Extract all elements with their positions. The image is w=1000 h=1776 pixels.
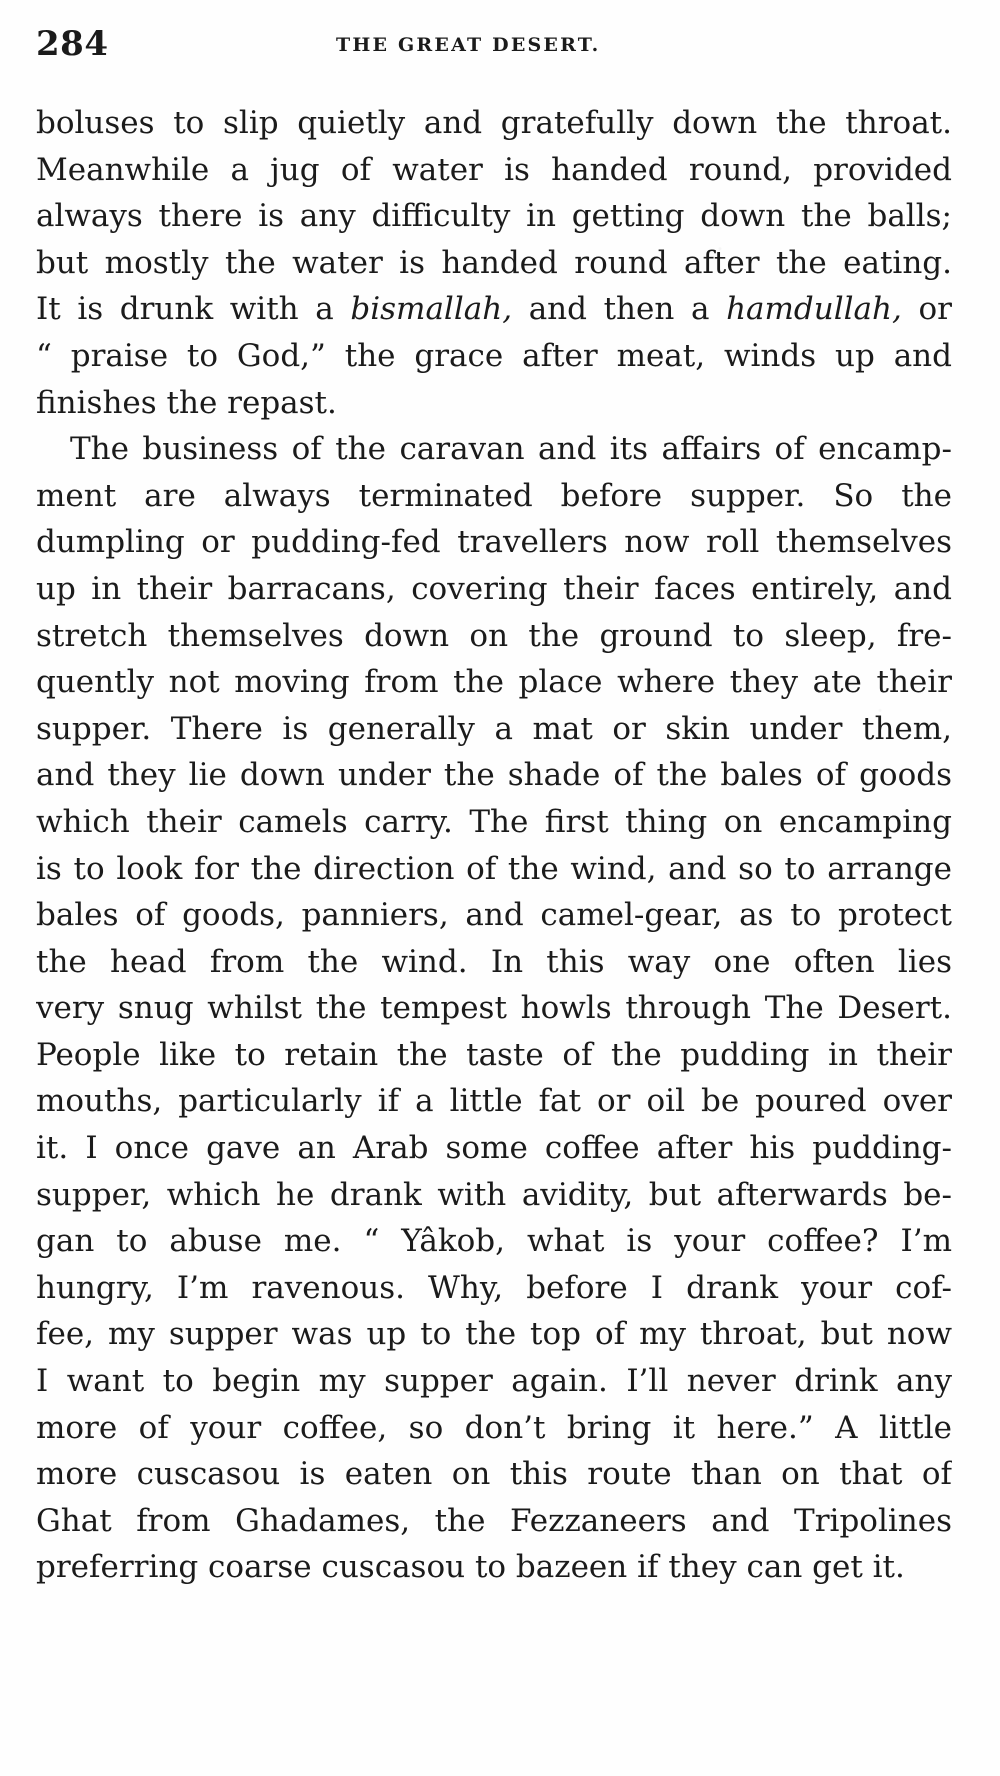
text-line: mouths, particularly if a little fat or oil be poured over (36, 1083, 952, 1120)
text-line: is to look for the direction of the wind, and so to arrange (36, 850, 952, 887)
text-line: the head from the wind. In this way one often lies (36, 943, 952, 980)
text-line: ment are always terminated before supper. So the (36, 477, 952, 514)
text-line: it. I once gave an Arab some coffee after his pudding- (36, 1130, 952, 1167)
text-line: gan to abuse me. “ Yâkob, what is your coffee? I’m (36, 1223, 952, 1260)
text-line: which their camels carry. The first thing on encamping (36, 803, 952, 840)
text-line: The business of the caravan and its affairs of encamp- (70, 431, 952, 468)
text-span: It is drunk with a (36, 291, 334, 328)
text-line: bales of goods, panniers, and camel-gear, as to protect (36, 897, 952, 934)
italic-term-hamdullah: hamdullah, (726, 291, 902, 328)
running-title: THE GREAT DESERT. (336, 34, 601, 56)
text-line: finishes the repast. (36, 384, 337, 421)
text-line: fee, my supper was up to the top of my throat, but now (36, 1316, 952, 1353)
text-line: supper, which he drank with avidity, but afterwards be- (36, 1176, 952, 1213)
body-text (36, 100, 952, 1591)
text-line: stretch themselves down on the ground to sleep, fre- (36, 617, 952, 654)
text-span: and then a (528, 291, 710, 328)
text-line (36, 286, 952, 333)
text-line: and they lie down under the shade of the bales of goods (36, 757, 952, 794)
text-span: or (918, 291, 952, 328)
text-line: more cuscasou is eaten on this route than on that of (36, 1456, 952, 1493)
text-line: very snug whilst the tempest howls through The Desert. (36, 990, 952, 1027)
text-line: but mostly the water is handed round after the eating. (36, 244, 952, 281)
text-line: preferring coarse cuscasou to bazeen if they can get it. (36, 1549, 905, 1586)
text-line: I want to begin my supper again. I’ll never drink any (36, 1363, 952, 1400)
text-line: “ praise to God,” the grace after meat, winds up and (36, 337, 952, 374)
text-line: dumpling or pudding-fed travellers now roll themselves (36, 524, 952, 561)
text-line: boluses to slip quietly and gratefully down the throat. (36, 105, 952, 141)
text-line: always there is any difficulty in getting down the balls; (36, 198, 952, 235)
page-header (36, 24, 956, 74)
text-line: up in their barracans, covering their faces entirely, and (36, 570, 952, 607)
text-line: Meanwhile a jug of water is handed round, provided (36, 151, 952, 188)
text-line: more of your coffee, so don’t bring it here.” A little (36, 1409, 952, 1446)
page-number: 284 (36, 24, 109, 64)
text-line: supper. There is generally a mat or skin under them, (36, 710, 952, 747)
text-line: People like to retain the taste of the pudding in their (36, 1036, 952, 1073)
text-line: Ghat from Ghadames, the Fezzaneers and Tripolines (36, 1502, 952, 1539)
text-line: hungry, I’m ravenous. Why, before I drank your cof- (36, 1269, 952, 1306)
italic-term-bismallah: bismallah, (350, 291, 513, 328)
text-line: quently not moving from the place where they ate their (36, 664, 952, 701)
